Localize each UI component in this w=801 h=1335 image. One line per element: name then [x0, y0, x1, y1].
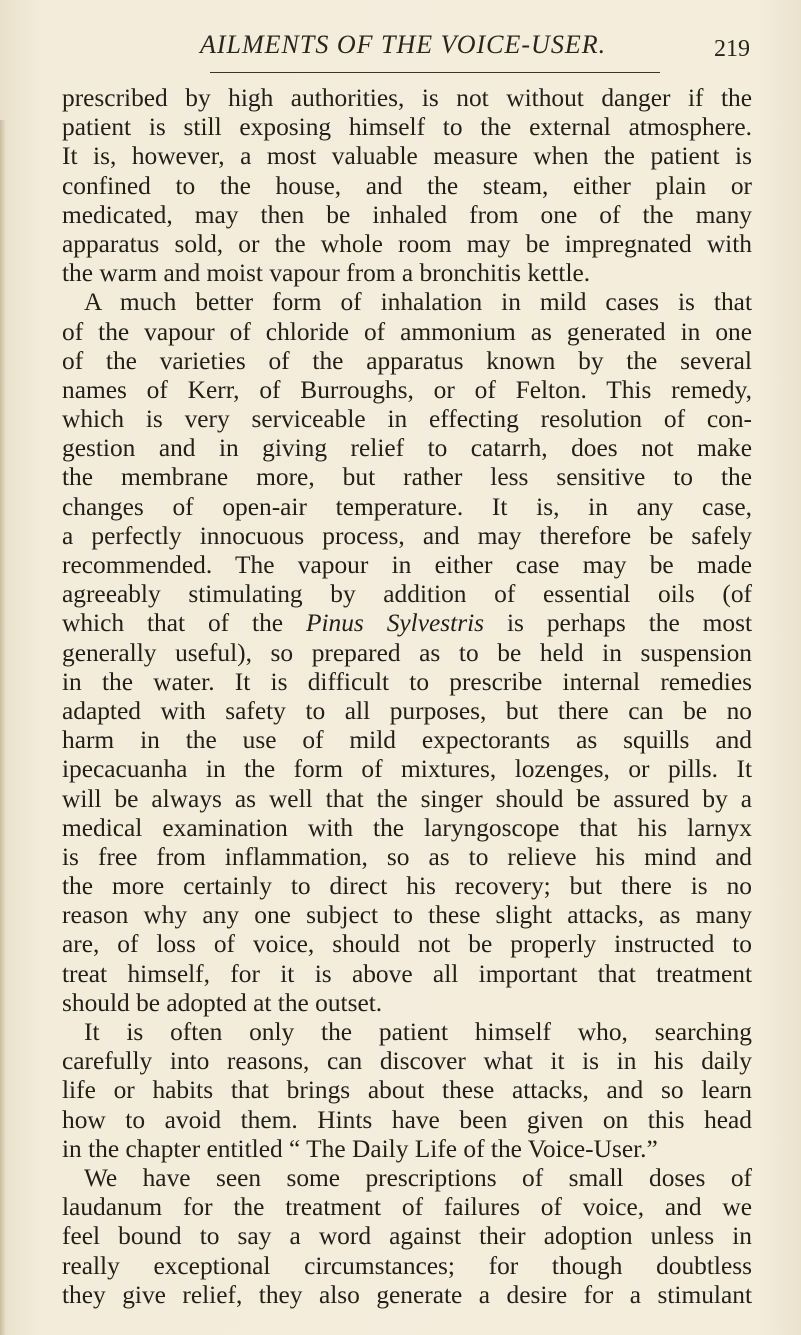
italic-species-name: Pinus Sylvestris — [305, 609, 485, 638]
text-line: should be adopted at the outset. — [62, 988, 383, 1017]
text-line: feel bound to say a word against their adoption unless in — [62, 1222, 752, 1251]
text-line: We have seen some prescriptions of small doses of — [84, 1163, 752, 1192]
text-line: a perfectly innocuous process, and may therefore be safely — [62, 521, 752, 550]
text-line: the warm and moist vapour from a bronchitis kettle. — [62, 259, 591, 288]
text-line: medicated, may then be inhaled from one of the many — [62, 200, 752, 229]
text-line: which is very serviceable in effecting resolution of con- — [62, 405, 752, 434]
text-line: prescribed by high authorities, is not without danger if the — [62, 84, 752, 112]
text-line: carefully into reasons, can discover what it is in his daily — [62, 1047, 752, 1076]
text-line: It is often only the patient himself who, searching — [84, 1018, 752, 1046]
text-line: will be always as well that the singer should be assured by a — [62, 784, 752, 813]
text-line: the more certainly to direct his recovery; but there is no — [62, 872, 752, 901]
text-line: A much better form of inhalation in mild cases is that — [84, 288, 752, 317]
text-line: ipecacuanha in the form of mixtures, lozenges, or pills. It — [62, 755, 752, 784]
text-line: the membrane more, but rather less sensitive to the — [62, 463, 752, 492]
text-line: gestion and in giving relief to catarrh, does not make — [62, 434, 752, 463]
header-rule — [210, 72, 660, 73]
text-line-with-italic — [62, 609, 752, 638]
text-line: apparatus sold, or the whole room may be impregnated with — [62, 229, 752, 258]
text-line: changes of open-air temperature. It is, in any case, — [62, 492, 752, 521]
text-line: life or habits that brings about these attacks, and so learn — [62, 1076, 752, 1105]
text-segment: is perhaps the most — [484, 609, 753, 638]
running-head — [60, 30, 760, 74]
text-line: laudanum for the treatment of failures of voice, and we — [62, 1193, 752, 1222]
text-line: they give relief, they also generate a desire for a stimulant — [62, 1280, 752, 1309]
text-line: recommended. The vapour in either case may be made — [62, 551, 752, 579]
text-line: are, of loss of voice, should not be properly instructed to — [62, 930, 752, 959]
text-line: harm in the use of mild expectorants as squills and — [62, 726, 752, 755]
text-line: patient is still exposing himself to the external atmosphere. — [62, 113, 752, 142]
text-line: of the varieties of the apparatus known by the several — [62, 346, 752, 375]
text-line: reason why any one subject to these slight attacks, as many — [62, 901, 752, 930]
page-number: 219 — [714, 36, 750, 62]
text-line: really exceptional circumstances; for though doubtless — [62, 1251, 752, 1280]
text-line: is free from inflammation, so as to relieve his mind and — [62, 842, 752, 871]
text-line: medical examination with the laryngoscope that his larnyx — [62, 813, 752, 842]
text-segment: which that of the — [62, 609, 306, 638]
text-line: agreeably stimulating by addition of essential oils (of — [62, 580, 752, 609]
text-line: treat himself, for it is above all important that treatment — [62, 959, 752, 988]
text-line: of the vapour of chloride of ammonium as generated in one — [62, 317, 752, 346]
body-text — [62, 84, 752, 1310]
text-line: adapted with safety to all purposes, but there can be no — [62, 696, 752, 725]
text-line: confined to the house, and the steam, either plain or — [62, 171, 752, 200]
page-binding-edge — [0, 120, 6, 1335]
text-line: names of Kerr, of Burroughs, or of Felton. This remedy, — [62, 375, 752, 404]
text-line: It is, however, a most valuable measure when the patient is — [62, 142, 752, 171]
text-line: in the water. It is difficult to prescribe internal remedies — [62, 667, 752, 696]
running-title: AILMENTS OF THE VOICE-USER. — [200, 30, 607, 59]
text-line: generally useful), so prepared as to be held in suspension — [62, 638, 752, 667]
text-line: in the chapter entitled “ The Daily Life of the Voice-User.” — [62, 1134, 658, 1163]
text-line: how to avoid them. Hints have been given on this head — [62, 1105, 752, 1134]
